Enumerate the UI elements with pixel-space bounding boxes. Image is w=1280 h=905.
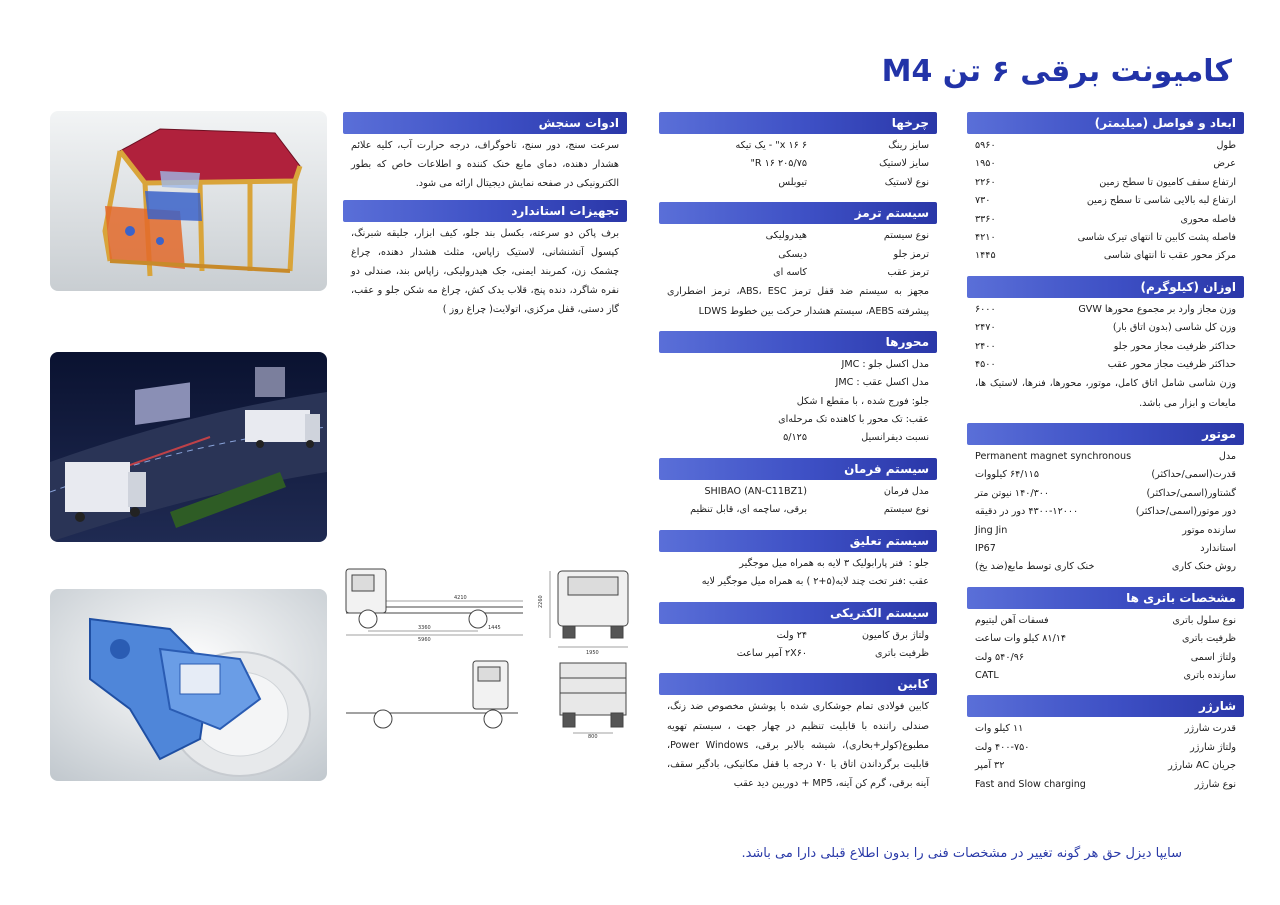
spec-label: عرض bbox=[1213, 158, 1236, 170]
spec-value: ۸۱/۱۴ کیلو وات ساعت bbox=[975, 633, 1067, 645]
spec-value: ۲۲۶۰ bbox=[975, 176, 996, 188]
wheels-section bbox=[659, 112, 937, 192]
spec-row bbox=[667, 155, 929, 173]
cabin-text: کابین فولادی تمام جوشکاری شده با پوشش مخصوص ضد زنگ، صندلی راننده با قابلیت تنظیم در چهار جهت ، سیستم تهویه مطبوع(کولر+بخاری)، شیشه بالابر برقی، Power Windows، قابلیت برگرداندن اتاق با ۷۰ درجه با قفل مکانیکی، بادگیر سقف، آینه برقی، گرم کن آینه، MP5 + دوربین دید عقب bbox=[667, 701, 929, 790]
dim-800: 800 bbox=[588, 734, 598, 739]
spec-label: قدرت شارژر bbox=[1184, 723, 1236, 735]
spec-label: ولتاژ برق کامیون bbox=[861, 629, 929, 641]
technical-drawings bbox=[338, 563, 638, 739]
spec-label: جلو : bbox=[908, 557, 929, 569]
instruments-section bbox=[343, 112, 627, 194]
spec-value: CATL bbox=[975, 669, 999, 681]
spec-label: ترمز عقب bbox=[887, 267, 929, 279]
brakes-section bbox=[659, 202, 937, 321]
spec-label: نوع لاستیک bbox=[884, 176, 929, 188]
brake-disc-photo bbox=[50, 589, 327, 781]
suspension-section bbox=[659, 530, 937, 592]
spec-row bbox=[667, 137, 929, 155]
spec-value: Jing Jin bbox=[975, 524, 1008, 536]
spec-value: ۷۳۰ bbox=[975, 195, 991, 207]
motor-section bbox=[967, 423, 1244, 577]
brakes-header: سیستم ترمز bbox=[659, 202, 937, 224]
spec-row bbox=[975, 247, 1236, 265]
spec-value: دیسکی bbox=[778, 248, 807, 260]
spec-value: ۵/۱۲۵ bbox=[783, 432, 807, 444]
spec-row bbox=[975, 448, 1236, 466]
spec-value: ۶۴/۱۱۵ کیلووات bbox=[975, 469, 1039, 481]
spec-value: ۲X۶۰ آمپر ساعت bbox=[736, 647, 807, 659]
adas-road-photo bbox=[50, 352, 327, 542]
spec-row bbox=[975, 739, 1236, 757]
weights-rows bbox=[967, 298, 1244, 413]
spec-value: ۱۴۴۵ bbox=[975, 250, 996, 262]
spec-row bbox=[975, 649, 1236, 667]
spec-row bbox=[975, 466, 1236, 484]
spec-value: فنر تخت چند لایه(۵+۲ ) به همراه میل موجگیر لایه bbox=[701, 576, 903, 588]
spec-value: ۵۴۰/۹۶ ولت bbox=[975, 651, 1025, 663]
spec-row bbox=[667, 501, 929, 519]
suspension-rows bbox=[659, 552, 937, 592]
spec-row bbox=[975, 155, 1236, 173]
spec-value: ۱۹۵۰ bbox=[975, 158, 996, 170]
side-view-cab bbox=[346, 661, 518, 728]
spec-value: ۲۴۰۰ bbox=[975, 340, 996, 352]
spec-value: Permanent magnet synchronous bbox=[975, 450, 1132, 462]
spec-row bbox=[975, 720, 1236, 738]
dimensions-section bbox=[967, 112, 1244, 266]
spec-label: وزن کل شاسی (بدون اتاق بار) bbox=[1112, 322, 1236, 334]
spec-value: برقی، سا‌چمه ای، قابل تنظیم bbox=[690, 504, 807, 516]
motor-rows bbox=[967, 445, 1244, 577]
axles-rows bbox=[659, 353, 937, 448]
spec-value: ۵۹۶۰ bbox=[975, 140, 996, 151]
axle-line: مدل اکسل عقب : JMC bbox=[835, 377, 929, 389]
spec-label: حداکثر ظرفیت مجاز محور جلو bbox=[1113, 340, 1236, 352]
steering-rows bbox=[659, 480, 937, 520]
instruments-text: سرعت سنج، دور سنج، تاخوگراف، درجه حرارت آب، کلیه علائم هشدار دهنده، دمای مایع خنک کننده و اطلاعات خاص که بطور الکترونیکی در صفحه نمایش دیجیتال ارائه می شود. bbox=[351, 140, 619, 190]
brakes-note: مجهز به سیستم ضد قفل ترمز ABS، ESC، ترمز اضطراری پیشرفته AEBS، سیستم هشدار حرکت بین خطوط LDWS bbox=[667, 286, 930, 317]
spec-row bbox=[975, 776, 1236, 794]
spec-value: SHIBAO (AN-C11BZ1) bbox=[704, 485, 807, 497]
spec-value: کاسه ای bbox=[773, 267, 807, 279]
weights-header: اوزان (کیلوگرم) bbox=[967, 276, 1244, 298]
spec-label: مرکز محور عقب تا انتهای شاسی bbox=[1103, 250, 1236, 262]
wheels-rows bbox=[659, 134, 937, 192]
axle-line: جلو: فورج شده ، با مقطع I شکل bbox=[796, 395, 929, 407]
steering-header: سیستم فرمان bbox=[659, 458, 937, 480]
spec-label: ظرفیت باتری bbox=[875, 647, 929, 659]
electrical-section bbox=[659, 602, 937, 664]
spec-value: ۱۴۰/۳۰۰ نیوتن متر bbox=[975, 487, 1050, 499]
weights-note: وزن شاسی شامل اتاق کامل، موتور، محورها، فنرها، لاستیک ها، مایعات و ابزار می باشد. bbox=[975, 378, 1236, 409]
spec-label: نوع شارژر bbox=[1194, 778, 1236, 790]
middle-column bbox=[659, 112, 937, 803]
spec-value: ۴۲۱۰ bbox=[975, 232, 996, 244]
spec-label: سازنده باتری bbox=[1183, 669, 1236, 681]
battery-section bbox=[967, 587, 1244, 686]
battery-rows bbox=[967, 609, 1244, 686]
dimensions-rows bbox=[967, 134, 1244, 266]
spec-value: ۲۰۵/۷۵ R ۱۶" bbox=[750, 158, 807, 170]
spec-label: فاصله پشت کابین تا انتهای تیرک شاسی bbox=[1077, 232, 1236, 244]
dim-1445: 1445 bbox=[488, 625, 501, 631]
spec-value: فسفات آهن لیتیوم bbox=[975, 614, 1049, 626]
spec-label: وزن مجاز وارد بر مجموع محورها GVW bbox=[1078, 303, 1236, 315]
axles-section bbox=[659, 331, 937, 448]
instruments-header: ادوات سنجش bbox=[343, 112, 627, 134]
battery-header: مشخصات باتری ها bbox=[967, 587, 1244, 609]
spec-row bbox=[975, 522, 1236, 540]
axles-header: محورها bbox=[659, 331, 937, 353]
front-view-truck bbox=[550, 571, 628, 647]
spec-value: ۱۱ کیلو وات bbox=[975, 723, 1024, 735]
spec-row bbox=[975, 174, 1236, 192]
spec-label: نسبت دیفرانسیل bbox=[861, 432, 929, 444]
motor-header: موتور bbox=[967, 423, 1244, 445]
spec-value: ۶۰۰۰ bbox=[975, 303, 996, 315]
spec-value: ۲۴۷۰ bbox=[975, 322, 996, 334]
spec-row bbox=[975, 229, 1236, 247]
spec-label: فاصله محوری bbox=[1180, 213, 1236, 225]
spec-label: نوع سیستم bbox=[883, 504, 929, 516]
rear-view-chassis bbox=[560, 663, 626, 733]
spec-row bbox=[975, 319, 1236, 337]
dim-4210: 4210 bbox=[454, 595, 467, 601]
cabin-header: کابین bbox=[659, 673, 937, 695]
cabin-section bbox=[659, 673, 937, 793]
dim-3360: 3360 bbox=[418, 625, 431, 631]
spec-row bbox=[975, 356, 1236, 374]
spec-row bbox=[975, 301, 1236, 319]
spec-row bbox=[975, 630, 1236, 648]
spec-row bbox=[975, 540, 1236, 558]
spec-row bbox=[667, 174, 929, 192]
dim-5960: 5960 bbox=[418, 637, 431, 643]
spec-value: ۳۳۶۰ bbox=[975, 213, 996, 225]
dim-2260: 2260 bbox=[538, 595, 544, 608]
spec-label: سازنده موتور bbox=[1182, 524, 1236, 536]
spec-label: طول bbox=[1216, 140, 1236, 151]
suspension-header: سیستم تعلیق bbox=[659, 530, 937, 552]
spec-label: دور موتور(اسمی/حداکثر) bbox=[1135, 506, 1236, 518]
spec-row bbox=[975, 558, 1236, 576]
standard-equipment-section bbox=[343, 200, 627, 320]
charger-rows bbox=[967, 717, 1244, 794]
spec-label: ظرفیت باتری bbox=[1182, 633, 1236, 645]
spec-row bbox=[667, 483, 929, 501]
spec-value: تیوبلس bbox=[778, 176, 807, 188]
cabin-frame-photo bbox=[50, 111, 327, 291]
spec-row bbox=[975, 757, 1236, 775]
spec-label: روش خنک کاری bbox=[1171, 561, 1236, 573]
standard-equipment-text: برف پاکن دو سرعته، بکسل بند جلو، کیف ابزار، جلیقه شبرنگ، کپسول آتشنشانی، لاستیک زاپاس، مثلث هشدار دهنده، چراغ چشمک زن، کمربند ایمنی، جک هیدرولیکی، زاپاس بند، صندلی دو نفره شاگرد، دنده پنج، قلاب یدک کش، چراغ مه شکن جلو و عقب، گاز دستی، قفل مرکزی، اتولایت( چراغ روز ) bbox=[351, 227, 619, 316]
spec-row bbox=[975, 338, 1236, 356]
axle-line: مدل اکسل جلو : JMC bbox=[841, 358, 929, 370]
right-column bbox=[967, 112, 1244, 804]
spec-row bbox=[975, 137, 1236, 155]
spec-label: نوع سیستم bbox=[883, 230, 929, 242]
spec-label: ترمز جلو bbox=[893, 248, 929, 260]
axle-line: عقب: تک محور با کاهنده تک مرحله‌ای bbox=[778, 414, 929, 426]
page-title: کامیونت برقی ۶ تن M4 bbox=[881, 54, 1232, 89]
spec-row bbox=[975, 667, 1236, 685]
charger-header: شارژر bbox=[967, 695, 1244, 717]
spec-value: ۴۵۰۰ bbox=[975, 359, 996, 371]
spec-label: جریان AC شارژر bbox=[1168, 760, 1236, 772]
spec-row bbox=[667, 246, 929, 264]
weights-section bbox=[967, 276, 1244, 413]
spec-row bbox=[667, 573, 929, 591]
spec-row bbox=[975, 503, 1236, 521]
brakes-rows bbox=[659, 224, 937, 321]
spec-label: ولتاژ شارژر bbox=[1190, 741, 1236, 753]
spec-label: مدل bbox=[1218, 450, 1236, 462]
spec-row bbox=[975, 211, 1236, 229]
spec-row bbox=[667, 429, 929, 447]
spec-value: فنر پارابولیک ۳ لایه به همراه میل موجگیر bbox=[739, 557, 903, 569]
spec-label: ارتفاع سقف کامیون تا سطح زمین bbox=[1099, 176, 1236, 188]
spec-row bbox=[975, 612, 1236, 630]
spec-value: Fast and Slow charging bbox=[975, 778, 1086, 790]
standard-equipment-header: تجهیزات استاندارد bbox=[343, 200, 627, 222]
spec-label: عقب : bbox=[902, 576, 929, 588]
wheels-header: چرخها bbox=[659, 112, 937, 134]
spec-row bbox=[667, 645, 929, 663]
spec-row bbox=[667, 264, 929, 282]
spec-label: استاندارد bbox=[1200, 542, 1236, 554]
electrical-header: سیستم الکتریکی bbox=[659, 602, 937, 624]
dim-1950: 1950 bbox=[586, 650, 599, 656]
spec-row bbox=[667, 627, 929, 645]
spec-label: مدل فرمان bbox=[883, 485, 929, 497]
spec-value: ۴۰۰-۷۵۰ ولت bbox=[975, 741, 1030, 753]
spec-row bbox=[975, 192, 1236, 210]
spec-value: ۶ x ۱۶" - یک تیکه bbox=[735, 140, 807, 151]
spec-label: گشتاور(اسمی/حداکثر) bbox=[1146, 487, 1236, 499]
spec-row bbox=[667, 555, 929, 573]
spec-row bbox=[667, 227, 929, 245]
left-text-column bbox=[343, 112, 627, 330]
spec-row bbox=[975, 485, 1236, 503]
spec-label: قدرت(اسمی/حداکثر) bbox=[1151, 469, 1236, 481]
spec-label: ولتاژ اسمی bbox=[1190, 651, 1236, 663]
spec-value: ۳۲ آمپر bbox=[975, 760, 1005, 772]
spec-label: نوع سلول باتری bbox=[1172, 614, 1236, 626]
spec-value: خنک کاری توسط مایع(ضد یخ) bbox=[975, 561, 1095, 573]
spec-value: هیدرولیکی bbox=[765, 230, 807, 242]
spec-value: ۲۴ ولت bbox=[776, 629, 807, 641]
spec-label: حداکثر ظرفیت مجاز محور عقب bbox=[1107, 359, 1236, 371]
steering-section bbox=[659, 458, 937, 520]
footer-disclaimer: سایپا دیزل حق هر گونه تغییر در مشخصات فنی را بدون اطلاع قبلی دارا می باشد. bbox=[741, 846, 1182, 861]
spec-label: سایز رینگ bbox=[888, 140, 929, 151]
spec-label: ارتفاع لبه بالایی شاسی تا سطح زمین bbox=[1086, 195, 1236, 207]
spec-value: IP67 bbox=[975, 542, 996, 554]
dimensions-header: ابعاد و فواصل (میلیمتر) bbox=[967, 112, 1244, 134]
spec-label: سایز لاستیک bbox=[879, 158, 929, 170]
electrical-rows bbox=[659, 624, 937, 664]
spec-value: ۴۳۰۰-۱۲۰۰۰ دور در دقیقه bbox=[975, 506, 1079, 518]
charger-section bbox=[967, 695, 1244, 794]
